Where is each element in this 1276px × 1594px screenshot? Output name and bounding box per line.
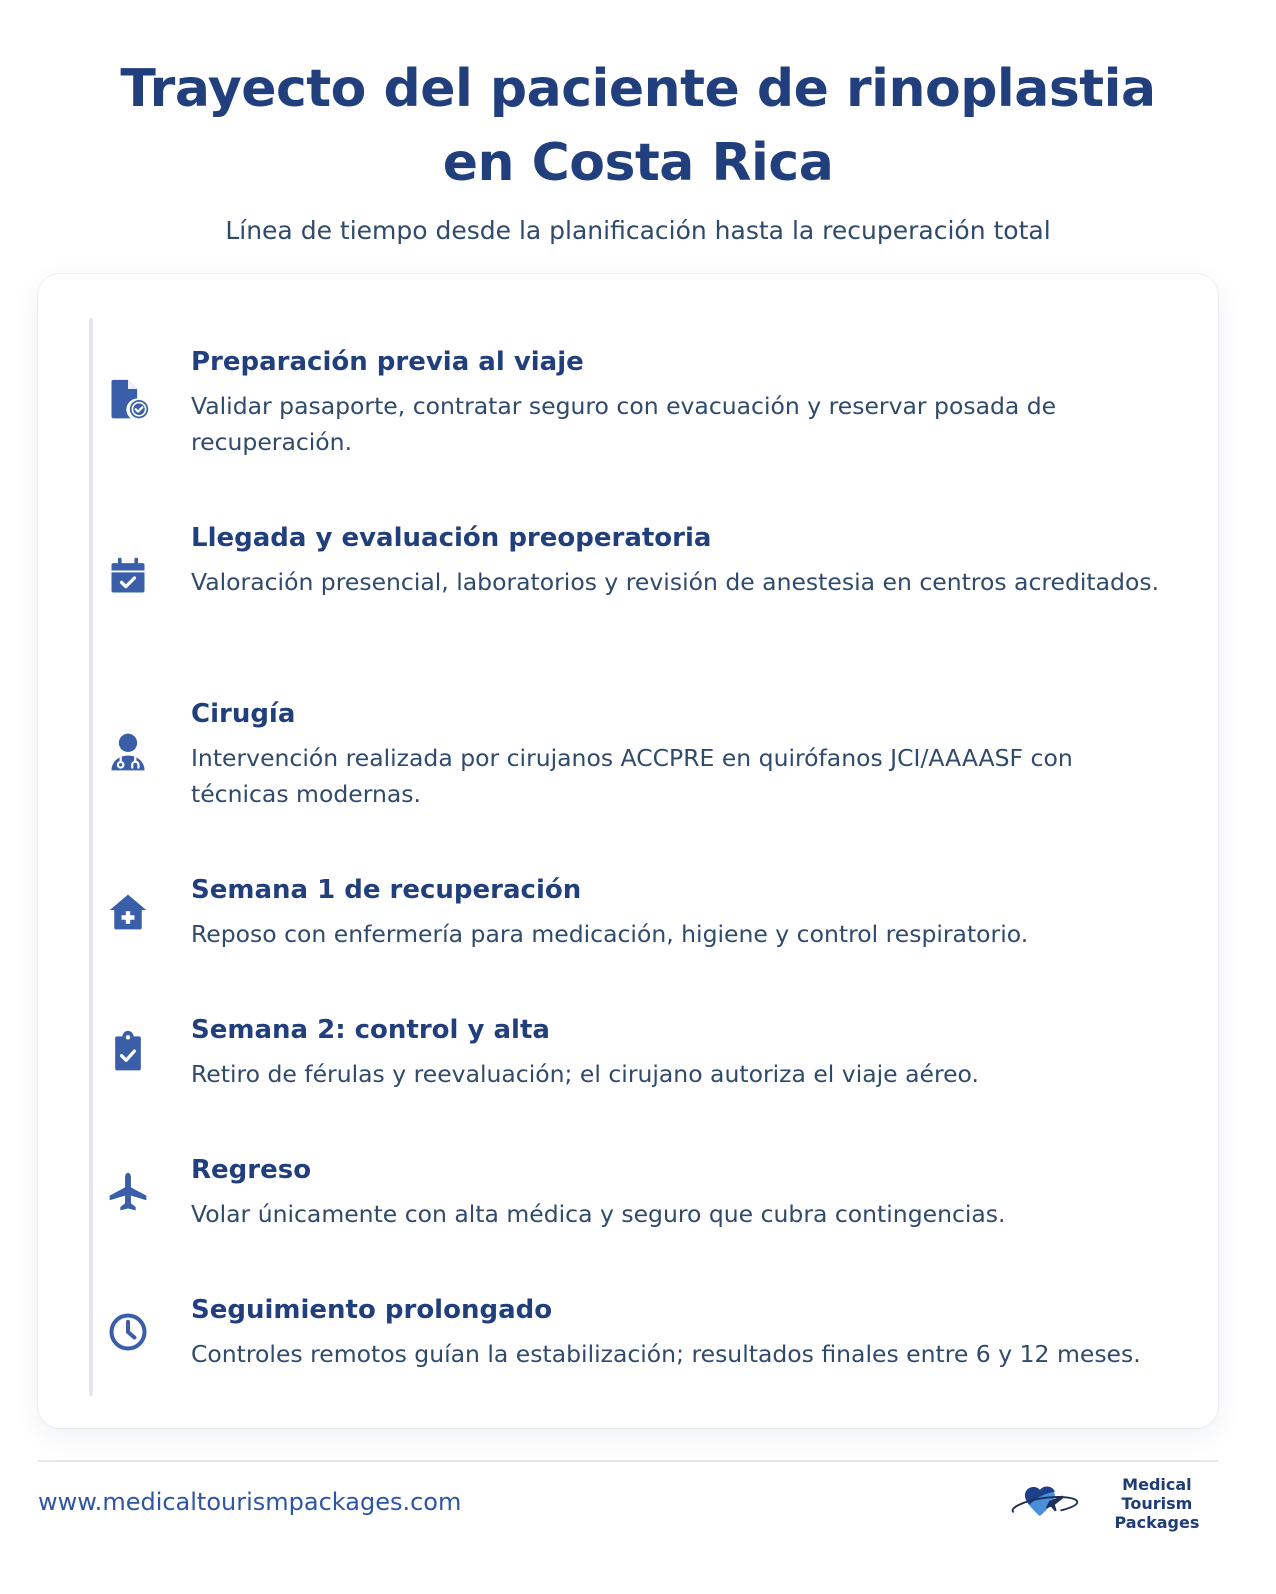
- doctor-icon: [104, 728, 152, 776]
- timeline-card: [38, 274, 1218, 1428]
- step-description: Retiro de férulas y reevaluación; el cirujano autoriza el viaje aéreo.: [191, 1060, 979, 1088]
- website-link[interactable]: www.medicaltourismpackages.com: [38, 1488, 462, 1516]
- brand-name-line1: Medical Tourism: [1121, 1474, 1193, 1513]
- step-description: Volar únicamente con alta médica y seguro que cubra contingencias.: [191, 1200, 1006, 1228]
- page-subtitle: Línea de tiempo desde la planificación hasta la recuperación total: [225, 216, 1051, 245]
- step-description: Intervención realizada por cirujanos ACCPRE en quirófanos JCI/AAAASF con técnicas modernas.: [191, 744, 1073, 808]
- file-check-icon: [104, 376, 152, 424]
- page-title: Trayecto del paciente de rinoplastia en Costa Rica: [120, 59, 1156, 193]
- step-description: Reposo con enfermería para medicación, higiene y control respiratorio.: [191, 920, 1029, 948]
- brand-name-line2: Packages: [1114, 1512, 1200, 1532]
- step-title: Preparación previa al viaje: [191, 347, 584, 377]
- page-header: [0, 52, 1276, 248]
- step-title: Seguimiento prolongado: [191, 1295, 553, 1325]
- clock-icon: [104, 1308, 152, 1356]
- step-description: Valoración presencial, laboratorios y revisión de anestesia en centros acreditados.: [191, 568, 1160, 596]
- step-title: Regreso: [191, 1155, 312, 1185]
- footer-divider: [38, 1460, 1218, 1462]
- step-description: Controles remotos guían la estabilización; resultados finales entre 6 y 12 meses.: [191, 1340, 1141, 1368]
- step-title: Semana 2: control y alta: [191, 1015, 550, 1045]
- house-medical-icon: [104, 888, 152, 936]
- clipboard-check-icon: [104, 1028, 152, 1076]
- calendar-check-icon: [104, 552, 152, 600]
- step-title: Semana 1 de recuperación: [191, 875, 582, 905]
- step-title: Llegada y evaluación preoperatoria: [191, 523, 712, 553]
- brand-name: [1089, 1475, 1225, 1532]
- step-title: Cirugía: [191, 699, 296, 729]
- step-description: Validar pasaporte, contratar seguro con evacuación y reservar posada de recuperación.: [191, 392, 1057, 456]
- heart-plane-logo-icon: [1010, 1479, 1083, 1527]
- timeline-rail: [89, 318, 93, 1396]
- brand-logo: [1010, 1474, 1225, 1532]
- plane-icon: [104, 1168, 152, 1216]
